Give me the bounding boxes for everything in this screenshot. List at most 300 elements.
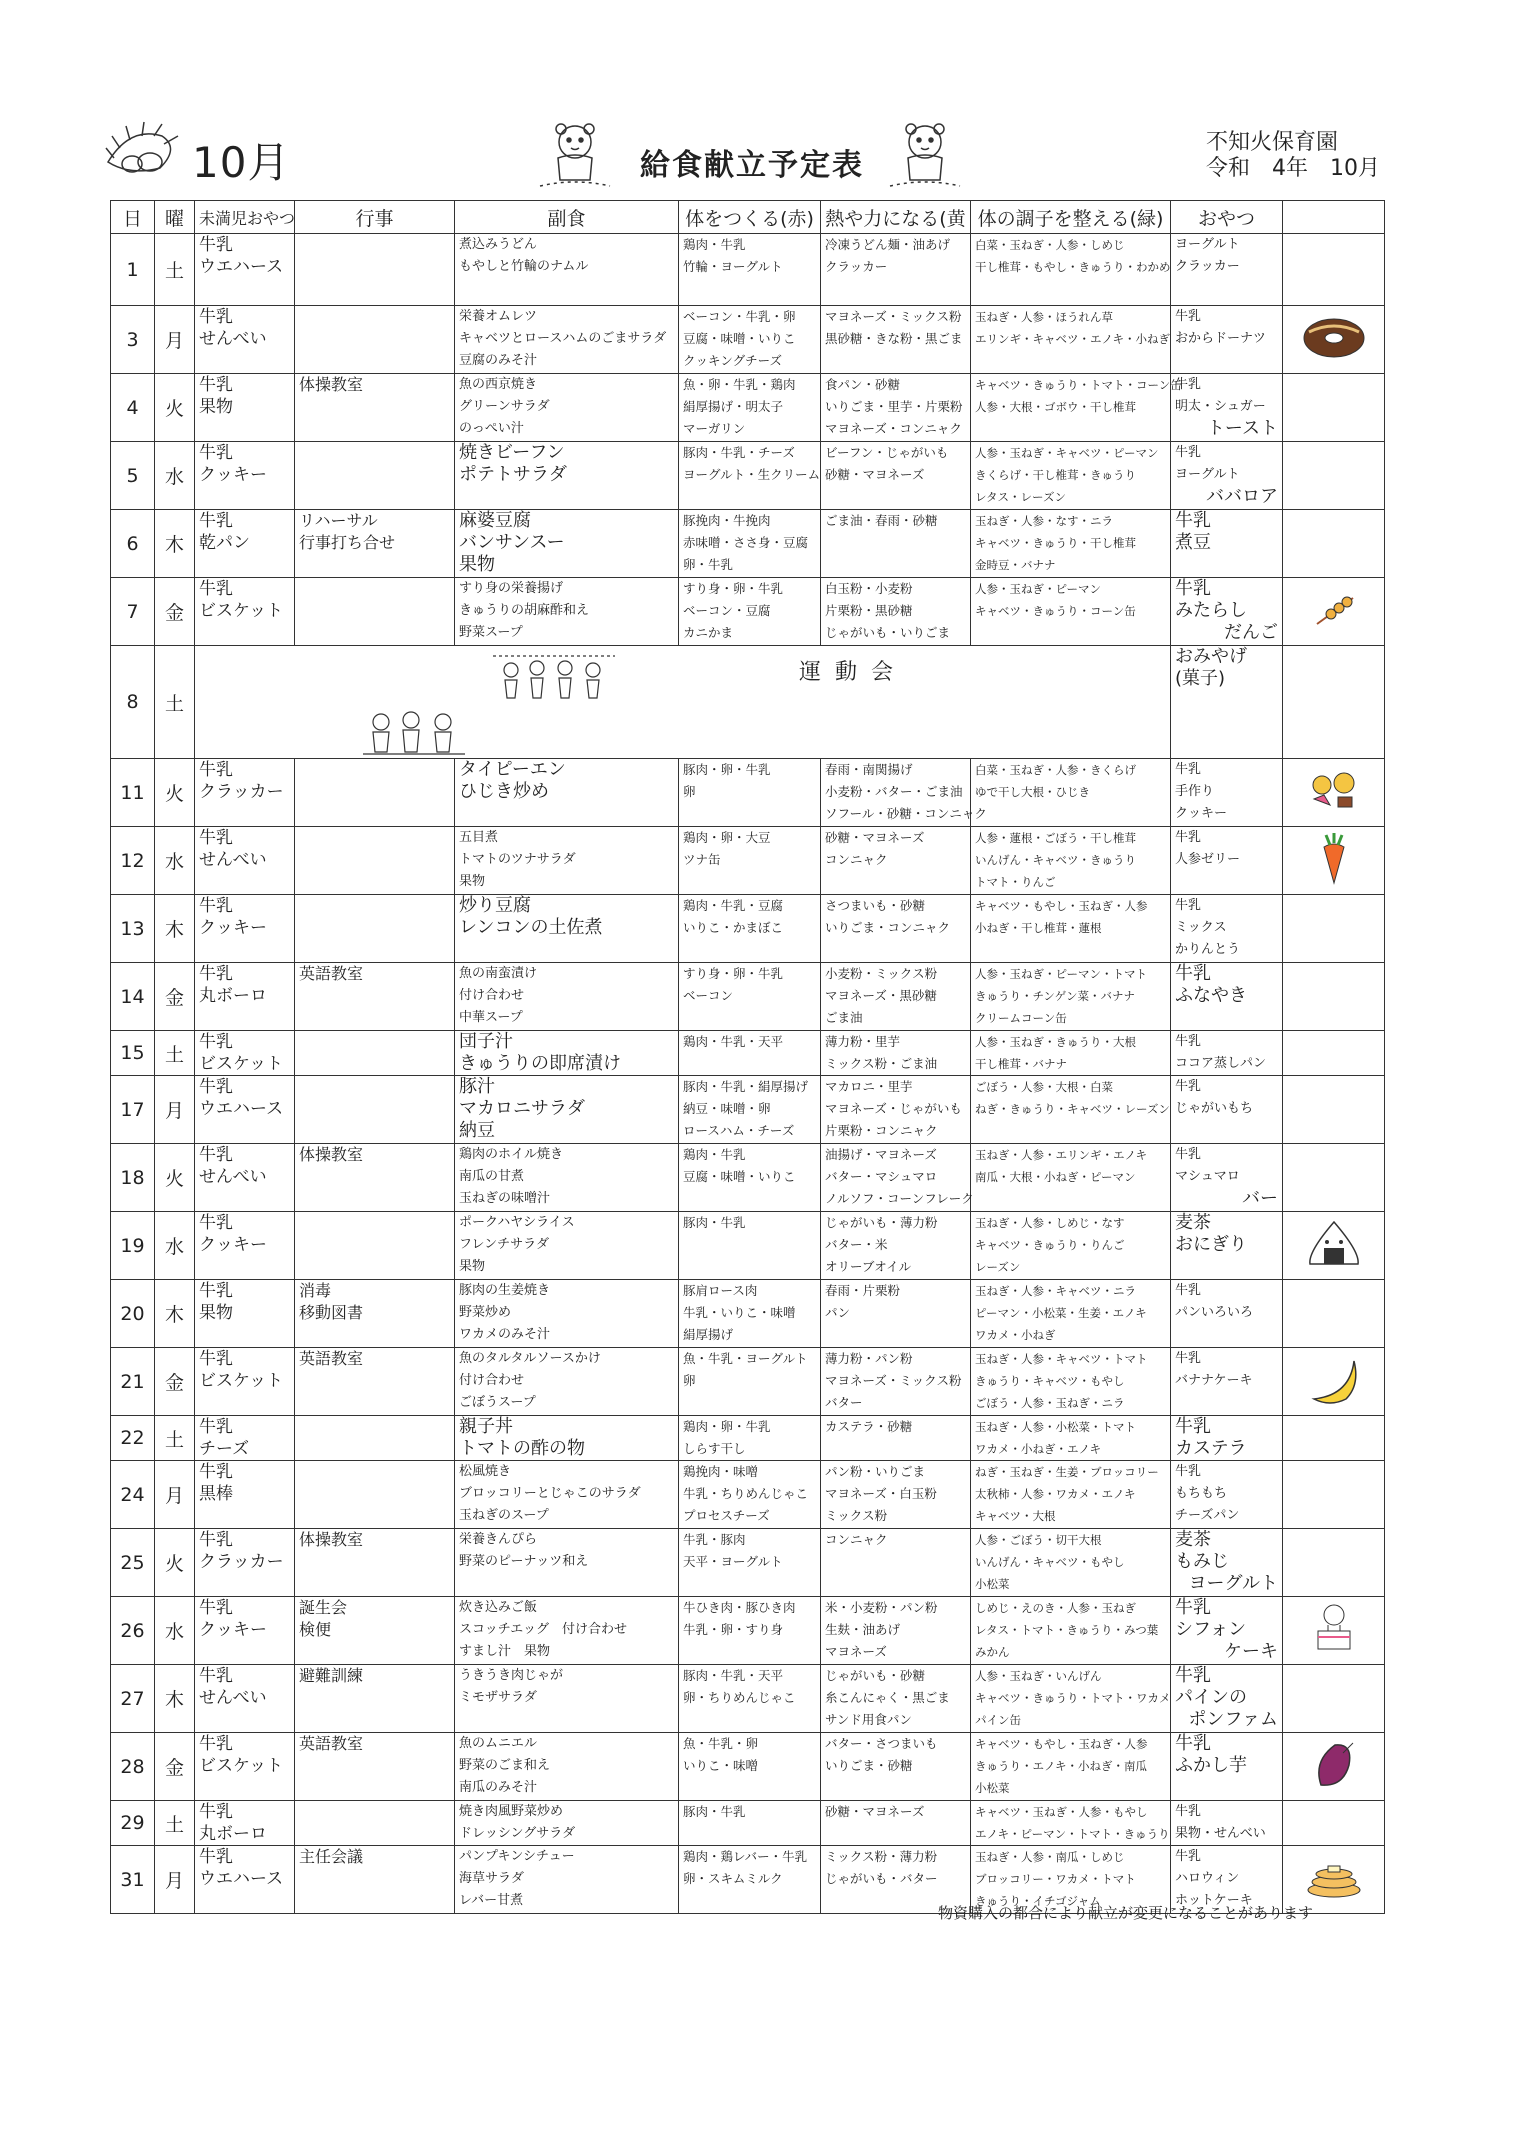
green-food-line: 干し椎茸・もやし・きゅうり・わかめ <box>975 260 1171 274</box>
green-food-line: キャベツ・きゅうり・干し椎茸 <box>975 536 1136 550</box>
event-cell <box>295 1461 455 1529</box>
side-dish-line: 豚肉の生姜焼き <box>459 1283 551 1298</box>
toddler-snack-line: クラッカー <box>199 782 284 802</box>
toddler-snack-cell <box>195 1733 295 1801</box>
side-dish-line: 煮込みうどん <box>459 237 538 252</box>
picture-cell <box>1283 1801 1385 1846</box>
red-food-line: 鶏肉・鶏レバー・牛乳 <box>683 1849 808 1864</box>
side-dish-line: 野菜スープ <box>459 625 523 640</box>
event-cell <box>295 963 455 1031</box>
red-food-line: 豚肉・牛乳・天平 <box>683 1668 784 1683</box>
side-dish-line: バンサンスー <box>459 532 565 553</box>
red-food-line: クッキングチーズ <box>683 353 783 368</box>
day-cell: 22 <box>111 1416 155 1461</box>
food-illustration-icon <box>1306 1642 1362 1661</box>
sports-day-cell <box>195 646 1171 759</box>
yellow-food-line: じゃがいも・バター <box>825 1871 938 1886</box>
day-cell: 24 <box>111 1461 155 1529</box>
toddler-snack-line: 牛乳 <box>199 579 233 599</box>
side-dish-cell <box>455 1846 679 1914</box>
side-dish-cell <box>455 963 679 1031</box>
red-food-line: 豆腐・味噌・いりこ <box>683 1169 796 1184</box>
red-food-line: 豚肉・牛乳 <box>683 1804 746 1819</box>
sports-day-label: 運動会 <box>799 659 908 685</box>
red-food-line: 牛乳・豚肉 <box>683 1532 746 1547</box>
green-food-line: 玉ねぎ・人参・エリンギ・エノキ <box>975 1148 1148 1162</box>
red-food-cell <box>679 759 821 827</box>
event-line: 英語教室 <box>299 1734 364 1753</box>
red-food-line: ベーコン・豆腐 <box>683 603 771 618</box>
table-row <box>111 1597 1385 1665</box>
yellow-food-line: じゃがいも・いりごま <box>825 625 951 640</box>
weekday-cell: 木 <box>155 510 195 578</box>
side-dish-line: 果物 <box>459 1259 486 1274</box>
red-food-line: 鶏肉・卵・大豆 <box>683 830 771 845</box>
yellow-food-line: 春雨・片栗粉 <box>825 1283 901 1298</box>
event-line: 検便 <box>299 1620 332 1639</box>
green-food-line: ブロッコリー・ワカメ・トマト <box>975 1872 1136 1886</box>
toddler-snack-cell <box>195 1076 295 1144</box>
snack-line: 牛乳 <box>1175 1733 1211 1754</box>
yellow-food-line: ごま油・春雨・砂糖 <box>825 513 938 528</box>
snack-cell <box>1171 827 1283 895</box>
green-food-cell <box>971 1801 1171 1846</box>
school-name: 不知火保育園 <box>1206 130 1339 155</box>
red-food-line: しらす干し <box>683 1441 746 1456</box>
snack-line: クラッカー <box>1175 259 1240 274</box>
green-food-line: 玉ねぎ・人参・キャベツ・ニラ <box>975 1284 1136 1298</box>
yellow-food-line: カステラ・砂糖 <box>825 1419 913 1434</box>
toddler-snack-cell <box>195 578 295 646</box>
side-dish-line: 付け合わせ <box>459 1373 525 1388</box>
snack-line: 牛乳 <box>1175 898 1202 913</box>
day-cell: 7 <box>111 578 155 646</box>
side-dish-line: 麻婆豆腐 <box>459 510 531 531</box>
event-cell <box>295 1416 455 1461</box>
side-dish-cell <box>455 442 679 510</box>
red-food-line: マーガリン <box>683 421 746 436</box>
event-line: 行事打ち合せ <box>299 533 396 552</box>
toddler-snack-cell <box>195 1348 295 1416</box>
toddler-snack-cell <box>195 1846 295 1914</box>
yellow-food-line: パン粉・いりごま <box>825 1464 926 1479</box>
school-info <box>1206 130 1380 182</box>
side-dish-cell <box>455 1076 679 1144</box>
red-food-cell <box>679 895 821 963</box>
green-food-line: エリンギ・キャベツ・エノキ・小ねぎ <box>975 332 1171 346</box>
yellow-food-cell <box>821 510 971 578</box>
side-dish-line: 野菜のピーナッツ和え <box>459 1554 589 1569</box>
food-illustration-icon <box>1301 345 1367 364</box>
side-dish-cell <box>455 1597 679 1665</box>
day-cell: 18 <box>111 1144 155 1212</box>
yellow-food-line: ノルソフ・コーンフレーク <box>825 1191 974 1206</box>
picture-cell <box>1283 442 1385 510</box>
green-food-cell <box>971 1076 1171 1144</box>
toddler-snack-line: 丸ボーロ <box>199 986 267 1006</box>
weekday-cell: 火 <box>155 1144 195 1212</box>
weekday-cell: 土 <box>155 1801 195 1846</box>
toddler-snack-line: チーズ <box>199 1439 250 1459</box>
red-food-cell <box>679 1597 821 1665</box>
green-food-line: 人参・玉ねぎ・キャベツ・ピーマン <box>975 446 1159 460</box>
toddler-snack-line: 牛乳 <box>199 1281 233 1301</box>
red-food-line: 豚肩ロース肉 <box>683 1283 758 1298</box>
weekday-cell: 水 <box>155 1597 195 1665</box>
yellow-food-line: 黒砂糖・きな粉・黒ごま <box>825 331 963 346</box>
red-food-line: カニかま <box>683 625 734 640</box>
snack-cell <box>1171 1031 1283 1076</box>
table-row <box>111 759 1385 827</box>
snack-line: 牛乳 <box>1175 309 1202 324</box>
red-food-cell <box>679 510 821 578</box>
picture-cell <box>1283 374 1385 442</box>
snack-cell <box>1171 646 1283 759</box>
green-food-line: きゅうり・キャベツ・もやし <box>975 1374 1125 1388</box>
bear-cook-right-icon <box>880 118 970 198</box>
side-dish-line: 団子汁 <box>459 1031 513 1052</box>
picture-cell <box>1283 1076 1385 1144</box>
red-food-line: 納豆・味噌・卵 <box>683 1101 771 1116</box>
day-cell: 1 <box>111 234 155 306</box>
green-food-line: いんげん・キャベツ・きゅうり <box>975 853 1136 867</box>
red-food-line: 卵 <box>683 1373 696 1388</box>
yellow-food-line: いりごま・砂糖 <box>825 1758 913 1773</box>
red-food-line: 卵・牛乳 <box>683 557 734 572</box>
side-dish-line: 魚のムニエル <box>459 1736 538 1751</box>
yellow-food-line: 片栗粉・コンニャク <box>825 1123 938 1138</box>
green-food-line: ワカメ・小ねぎ <box>975 1328 1056 1342</box>
food-illustration-icon <box>1304 798 1364 817</box>
side-dish-line: 炒り豆腐 <box>459 895 531 916</box>
green-food-line: しめじ・えのき・人参・玉ねぎ <box>975 1601 1136 1615</box>
snack-line: 牛乳 <box>1175 1665 1211 1686</box>
event-line: 体操教室 <box>299 1530 364 1549</box>
toddler-snack-cell <box>195 1416 295 1461</box>
yellow-food-cell <box>821 1665 971 1733</box>
green-food-cell <box>971 1280 1171 1348</box>
red-food-line: 鶏肉・牛乳・天平 <box>683 1034 784 1049</box>
day-cell: 8 <box>111 646 155 759</box>
side-dish-line: トマトのツナサラダ <box>459 852 576 867</box>
table-header-row <box>111 201 1385 234</box>
menu-table <box>110 200 1385 1914</box>
green-food-cell <box>971 1416 1171 1461</box>
snack-line: 牛乳 <box>1175 1597 1211 1618</box>
green-food-line: キャベツ・もやし・玉ねぎ・人参 <box>975 899 1148 913</box>
table-row <box>111 1416 1385 1461</box>
side-dish-cell <box>455 306 679 374</box>
side-dish-line: きゅうりの胡麻酢和え <box>459 603 590 618</box>
food-illustration-icon <box>1306 1390 1362 1409</box>
side-dish-line: 中華スープ <box>459 1010 523 1025</box>
snack-cell <box>1171 1280 1283 1348</box>
snack-cell <box>1171 1348 1283 1416</box>
day-cell: 31 <box>111 1846 155 1914</box>
side-dish-line: 焼きビーフン <box>459 442 565 463</box>
side-dish-line: タイピーエン <box>459 759 566 780</box>
toddler-snack-line: 牛乳 <box>199 1462 233 1482</box>
snack-cell <box>1171 1597 1283 1665</box>
green-food-line: 玉ねぎ・人参・なす・ニラ <box>975 514 1113 528</box>
red-food-line: 豚肉・牛乳 <box>683 1215 746 1230</box>
red-food-cell <box>679 1144 821 1212</box>
toddler-snack-line: ビスケット <box>199 1371 284 1391</box>
yellow-food-cell <box>821 759 987 827</box>
toddler-snack-cell <box>195 1597 295 1665</box>
yellow-food-cell <box>821 827 971 895</box>
toddler-snack-line: 丸ボーロ <box>199 1824 267 1844</box>
side-dish-line: 野菜のごま和え <box>459 1758 551 1773</box>
side-dish-line: 栄養オムレツ <box>459 309 538 324</box>
side-dish-line: きゅうりの即席漬け <box>459 1053 621 1074</box>
event-cell <box>295 1846 455 1914</box>
green-food-line: エノキ・ピーマン・トマト・きゅうり <box>975 1827 1170 1841</box>
red-food-line: いりこ・味噌 <box>683 1758 759 1773</box>
green-food-cell <box>971 1212 1171 1280</box>
picture-cell <box>1283 234 1385 306</box>
green-food-line: みかん <box>975 1645 1010 1659</box>
green-food-line: 人参・玉ねぎ・ピーマン <box>975 582 1102 596</box>
yellow-food-line: マヨネーズ・コンニャク <box>825 421 962 436</box>
snack-line: 牛乳 <box>1175 1464 1202 1479</box>
food-illustration-icon <box>1304 1255 1364 1274</box>
toddler-snack-line: ビスケット <box>199 1054 284 1074</box>
snack-line: おみやげ <box>1175 646 1247 667</box>
red-food-line: 魚・牛乳・卵 <box>683 1736 759 1751</box>
event-cell <box>295 895 455 963</box>
green-food-line: 金時豆・バナナ <box>975 558 1056 572</box>
side-dish-line: 玉ねぎのスープ <box>459 1508 549 1523</box>
snack-cell <box>1171 1076 1283 1144</box>
snack-cell <box>1171 1665 1283 1733</box>
side-dish-line: すり身の栄養揚げ <box>459 581 564 596</box>
side-dish-line: 野菜炒め <box>459 1305 512 1320</box>
day-cell: 28 <box>111 1733 155 1801</box>
event-cell <box>295 510 455 578</box>
page-header <box>100 118 1390 208</box>
day-cell: 20 <box>111 1280 155 1348</box>
yellow-food-cell <box>821 1144 974 1212</box>
yellow-food-line: いりごま・里芋・片栗粉 <box>825 399 963 414</box>
yellow-food-line: オリーブオイル <box>825 1259 912 1274</box>
snack-line: 牛乳 <box>1175 578 1211 599</box>
side-dish-cell <box>455 1280 679 1348</box>
col-red: 体をつくる(赤) <box>679 201 821 234</box>
table-row <box>111 1733 1385 1801</box>
day-cell: 25 <box>111 1529 155 1597</box>
yellow-food-line: ごま油 <box>825 1010 863 1025</box>
toddler-snack-line: 牛乳 <box>199 307 233 327</box>
yellow-food-line: 生麸・油あげ <box>825 1622 901 1637</box>
green-food-line: 小松菜 <box>975 1781 1010 1795</box>
side-dish-line: 炊き込みご飯 <box>459 1600 538 1615</box>
red-food-line: 卵 <box>683 784 696 799</box>
red-food-line: 豚肉・牛乳・チーズ <box>683 445 795 460</box>
red-food-line: 鶏肉・卵・牛乳 <box>683 1419 771 1434</box>
picture-cell <box>1283 578 1385 646</box>
side-dish-cell <box>455 1665 679 1733</box>
yellow-food-line: コンニャク <box>825 1532 888 1547</box>
picture-cell <box>1283 1416 1385 1461</box>
toddler-snack-cell <box>195 1280 295 1348</box>
yellow-food-line: マヨネーズ・ミックス粉 <box>825 309 962 324</box>
toddler-snack-line: クッキー <box>199 918 267 938</box>
table-row <box>111 1031 1385 1076</box>
green-food-line: キャベツ・きゅうり・りんご <box>975 1238 1125 1252</box>
weekday-cell: 月 <box>155 1076 195 1144</box>
snack-line: 牛乳 <box>1175 830 1202 845</box>
toddler-snack-line: 果物 <box>199 397 233 417</box>
weekday-cell: 土 <box>155 1031 195 1076</box>
event-line: 体操教室 <box>299 375 364 394</box>
toddler-snack-cell <box>195 442 295 510</box>
green-food-cell <box>971 1461 1171 1529</box>
yellow-food-line: バター・さつまいも <box>825 1736 938 1751</box>
red-food-line: 豚肉・卵・牛乳 <box>683 762 771 777</box>
toddler-snack-line: 牛乳 <box>199 1530 233 1550</box>
snack-line: (菓子) <box>1175 668 1226 689</box>
snack-line: 牛乳 <box>1175 963 1211 984</box>
yellow-food-line: 薄力粉・パン粉 <box>825 1351 913 1366</box>
table-row <box>111 1144 1385 1212</box>
snack-line: 牛乳 <box>1175 510 1211 531</box>
toddler-snack-cell <box>195 1665 295 1733</box>
snack-right-line: ポンファム <box>1188 1709 1278 1730</box>
snack-right-line: ヨーグルト <box>1188 1573 1278 1594</box>
green-food-line: 玉ねぎ・人参・ほうれん草 <box>975 310 1113 324</box>
day-cell: 12 <box>111 827 155 895</box>
toddler-snack-cell <box>195 759 295 827</box>
snack-cell <box>1171 1461 1283 1529</box>
snack-cell <box>1171 1801 1283 1846</box>
toddler-snack-line: 牛乳 <box>199 1213 233 1233</box>
table-row <box>111 1801 1385 1846</box>
side-dish-cell <box>455 1212 679 1280</box>
red-food-line: 牛乳・卵・すり身 <box>683 1622 784 1637</box>
green-food-line: 玉ねぎ・人参・しめじ・なす <box>975 1216 1125 1230</box>
weekday-cell: 木 <box>155 895 195 963</box>
month-title: 10月 <box>192 138 291 187</box>
side-dish-line: すまし汁 果物 <box>459 1644 551 1659</box>
toddler-snack-cell <box>195 1144 295 1212</box>
yellow-food-cell <box>821 1076 971 1144</box>
yellow-food-cell <box>821 1416 971 1461</box>
toddler-snack-line: ウエハース <box>199 1869 284 1889</box>
table-row <box>111 827 1385 895</box>
toddler-snack-line: 牛乳 <box>199 235 233 255</box>
green-food-line: 干し椎茸・バナナ <box>975 1057 1067 1071</box>
side-dish-line: 納豆 <box>459 1120 495 1141</box>
table-row <box>111 1461 1385 1529</box>
green-food-line: ワカメ・小ねぎ・エノキ <box>975 1442 1102 1456</box>
snack-cell <box>1171 759 1283 827</box>
snack-right-line: ババロア <box>1206 486 1278 507</box>
page-title: 給食献立予定表 <box>640 148 864 183</box>
red-food-line: 牛乳・いりこ・味噌 <box>683 1305 796 1320</box>
green-food-cell <box>971 827 1171 895</box>
snack-cell <box>1171 374 1283 442</box>
event-cell <box>295 442 455 510</box>
day-cell: 26 <box>111 1597 155 1665</box>
red-food-line: 卵・スキムミルク <box>683 1871 783 1886</box>
yellow-food-cell <box>821 1801 971 1846</box>
yellow-food-line: ミックス粉・ごま油 <box>825 1056 938 1071</box>
side-dish-line: 豆腐のみそ汁 <box>459 353 538 368</box>
table-row <box>111 646 1385 759</box>
toddler-snack-cell <box>195 827 295 895</box>
toddler-snack-line: ビスケット <box>199 601 284 621</box>
event-cell <box>295 374 455 442</box>
red-food-cell <box>679 306 821 374</box>
green-food-line: 玉ねぎ・人参・キャベツ・トマト <box>975 1352 1148 1366</box>
green-food-line: 人参・玉ねぎ・ピーマン・トマト <box>975 967 1148 981</box>
snack-cell <box>1171 1212 1283 1280</box>
toddler-snack-line: 果物 <box>199 1303 233 1323</box>
green-food-cell <box>971 1529 1171 1597</box>
side-dish-line: フレンチサラダ <box>459 1237 550 1252</box>
snack-line: 牛乳 <box>1175 1804 1202 1819</box>
green-food-line: 小ねぎ・干し椎茸・蓮根 <box>975 921 1102 935</box>
side-dish-line: 魚の南蛮漬け <box>459 966 538 981</box>
picture-cell <box>1283 646 1385 759</box>
side-dish-line: 豚汁 <box>459 1076 495 1097</box>
green-food-line: 人参・ごぼう・切干大根 <box>975 1533 1102 1547</box>
snack-line: 人参ゼリー <box>1175 852 1241 867</box>
snack-line: 牛乳 <box>1175 1147 1202 1162</box>
yellow-food-cell <box>821 374 971 442</box>
side-dish-line: キャベツとロースハムのごまサラダ <box>459 331 667 346</box>
snack-cell <box>1171 578 1283 646</box>
snack-line: ホットケーキ <box>1175 1893 1253 1908</box>
col-snack: おやつ <box>1171 201 1283 234</box>
yellow-food-line: マヨネーズ・じゃがいも <box>825 1101 962 1116</box>
green-food-cell <box>971 510 1171 578</box>
green-food-line: ゆで干し大根・ひじき <box>975 785 1090 799</box>
snack-line: カステラ <box>1175 1438 1247 1459</box>
snack-line: 牛乳 <box>1175 1034 1202 1049</box>
side-dish-line: ひじき炒め <box>459 781 549 802</box>
yellow-food-line: 食パン・砂糖 <box>825 377 901 392</box>
weekday-cell: 月 <box>155 1846 195 1914</box>
day-cell: 13 <box>111 895 155 963</box>
yellow-food-line: 米・小麦粉・パン粉 <box>825 1600 938 1615</box>
side-dish-line: うきうき肉じゃが <box>459 1668 564 1683</box>
picture-cell <box>1283 895 1385 963</box>
weekday-cell: 月 <box>155 1461 195 1529</box>
yellow-food-line: マヨネーズ・ミックス粉 <box>825 1373 962 1388</box>
snack-line: 牛乳 <box>1175 1849 1202 1864</box>
green-food-line: 玉ねぎ・人参・小松菜・トマト <box>975 1420 1136 1434</box>
green-food-line: きゅうり・イチゴジャム <box>975 1894 1101 1908</box>
toddler-snack-cell <box>195 234 295 306</box>
event-cell <box>295 1665 455 1733</box>
yellow-food-line: マヨネーズ・黒砂糖 <box>825 988 937 1003</box>
snack-line: もみじ <box>1175 1551 1229 1572</box>
red-food-cell <box>679 374 821 442</box>
weekday-cell: 火 <box>155 759 195 827</box>
event-line: 消毒 <box>299 1281 332 1300</box>
side-dish-cell <box>455 234 679 306</box>
green-food-line: いんげん・キャベツ・もやし <box>975 1555 1125 1569</box>
side-dish-line: 南瓜の甘煮 <box>459 1169 525 1184</box>
red-food-line: 鶏挽肉・味噌 <box>683 1464 759 1479</box>
snack-line: 麦茶 <box>1175 1212 1211 1233</box>
toddler-snack-cell <box>195 1212 295 1280</box>
toddler-snack-line: せんべい <box>199 1167 267 1187</box>
yellow-food-line: バター・米 <box>825 1237 888 1252</box>
side-dish-line: ごぼうスープ <box>459 1395 536 1410</box>
